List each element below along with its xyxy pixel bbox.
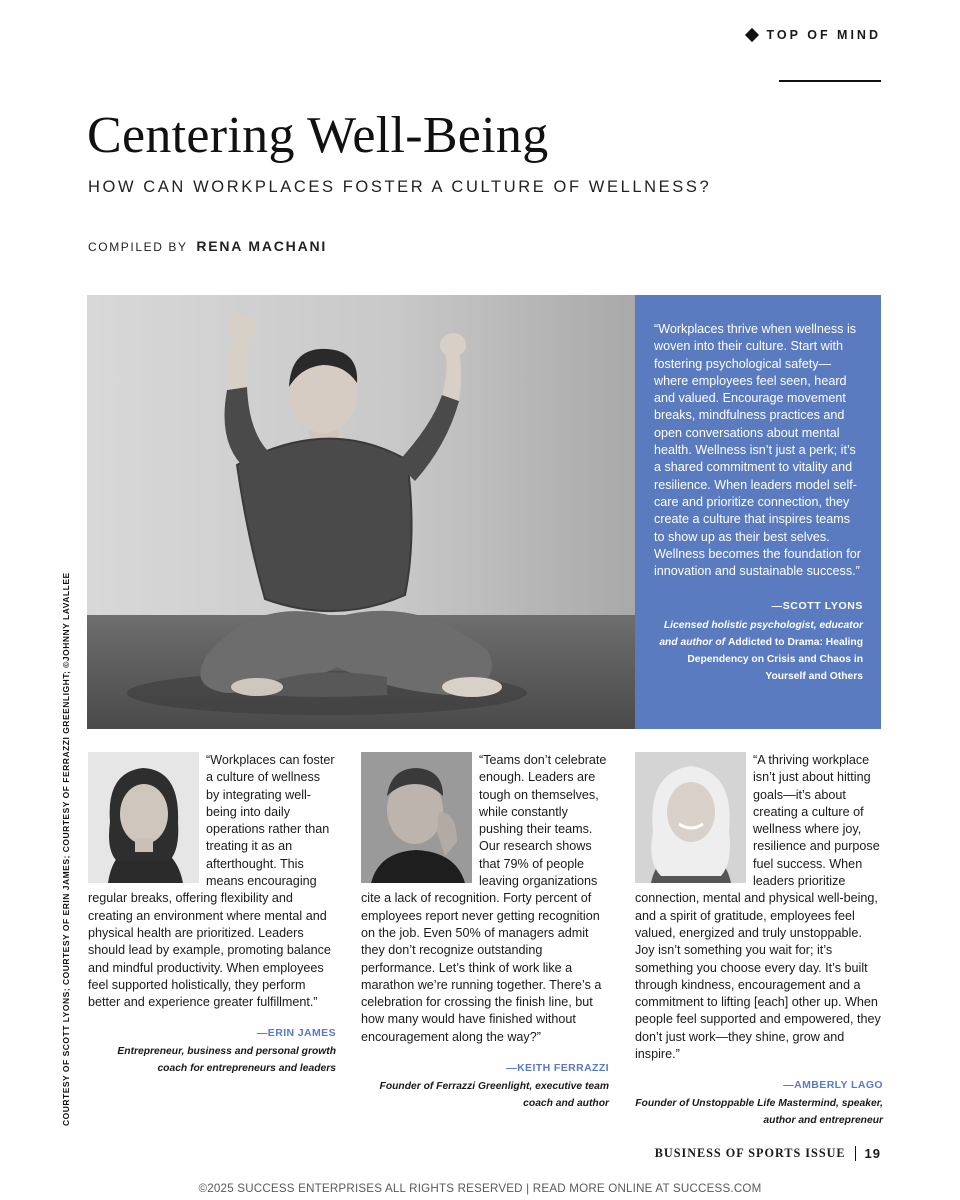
article-title: Centering Well-Being <box>87 107 549 164</box>
portrait-amberly-lago <box>635 752 746 883</box>
hero-quote-box <box>635 295 881 729</box>
attribution-name-erin-james: —ERIN JAMES <box>256 1027 336 1040</box>
diamond-icon <box>744 28 758 42</box>
quote-column-erin-james <box>88 752 336 1077</box>
byline-prefix: COMPILED BY <box>88 240 188 254</box>
hero-photo <box>87 295 635 729</box>
footer-divider <box>855 1146 856 1161</box>
quote-text-amberly-lago: “A thriving workplace isn’t just about hitting goals—it’s about creating a culture of wellness where joy, resilience and purpose fuel success. When leaders prioritize connection, mental and physical well-being, and a spirit of gratitude, employees feel valued, energized and truly unstoppable. Joy isn’t something you wait for; it’s something you choose every day. It’s built through kindness, encouragement and a commitment to lifting [each] other up. When people feel supported and empowered, they don’t just work—they shine, grow and inspire.” <box>635 753 881 1062</box>
quote-text-keith-ferrazzi: “Teams don’t celebrate enough. Leaders are tough on themselves, while constantly pushing their teams. Our research shows that 79% of people leaving organizations cite a lack of recognition. Forty percent of employees report never getting recognition on the job. Even 50% of managers admit they don’t recognize outstanding performance. Let’s think of work like a marathon we’re running together. There’s a celebration for crossing the finish line, but how many would have finished without encouragement along the way?” <box>361 753 607 1044</box>
attribution-name-keith-ferrazzi: —KEITH FERRAZZI <box>506 1062 609 1075</box>
attribution-desc-erin-james: Entrepreneur, business and personal growth coach for entrepreneurs and leaders <box>117 1046 336 1075</box>
issue-name: BUSINESS OF SPORTS ISSUE <box>654 1146 846 1160</box>
attribution-desc-keith-ferrazzi: Founder of Ferrazzi Greenlight, executive team coach and author <box>379 1081 609 1110</box>
header-rule <box>779 80 881 82</box>
quote-column-keith-ferrazzi <box>361 752 609 1112</box>
copyright-notice: ©2025 SUCCESS ENTERPRISES ALL RIGHTS RESERVED | READ MORE ONLINE AT SUCCESS.COM <box>198 1182 762 1195</box>
hero-attribution-role: Licensed holistic psychologist, educator and author of <box>659 620 863 649</box>
attribution-desc-amberly-lago: Founder of Unstoppable Life Mastermind, speaker, author and entrepreneur <box>635 1098 883 1127</box>
hero-quote-text: “Workplaces thrive when wellness is woven into their culture. Start with fostering psychological safety—where employees feel seen, heard and valued. Encourage movement breaks, mindfulness practices and open conversations about mental health. Wellness isn’t just a perk; it’s a shared commitment to vitality and resilience. When leaders model self-care and prioritize connection, they create a culture that inspires teams to show up as their best selves. Wellness becomes the foundation for innovation and sustainable success.” <box>654 322 861 579</box>
byline-name: RENA MACHANI <box>196 238 328 254</box>
hero-book-title: Addicted to Drama: Healing Dependency on Crisis and Chaos in Yourself and Others <box>687 637 863 683</box>
page-footer <box>655 1146 881 1161</box>
portrait-keith-ferrazzi <box>361 752 472 883</box>
page-number: 19 <box>864 1146 881 1161</box>
section-label-text: TOP OF MIND <box>766 28 881 42</box>
hero-attribution-name: —SCOTT LYONS <box>771 600 863 613</box>
quote-text-erin-james: “Workplaces can foster a culture of wellness by integrating well-being into daily operations rather than treating it as an afterthought. This means encouraging regular breaks, offering flexibility and creating an environment where mental and physical health are prioritized. Leaders should lead by example, promoting balance and mindful productivity. When employees feel supported holistically, they perform better and experience greater fulfillment.” <box>88 753 335 1010</box>
attribution-name-amberly-lago: —AMBERLY LAGO <box>783 1079 883 1092</box>
portrait-erin-james <box>88 752 199 883</box>
byline <box>88 238 327 254</box>
photo-credit: COURTESY OF SCOTT LYONS; COURTESY OF ERIN JAMES; COURTESY OF FERRAZZI GREENLIGHT; ©JOHNNY LAVALLEE <box>61 572 71 1126</box>
section-label <box>747 28 882 42</box>
article-subtitle: HOW CAN WORKPLACES FOSTER A CULTURE OF WELLNESS? <box>88 178 712 196</box>
hero-attribution-desc <box>654 617 863 685</box>
quote-column-amberly-lago <box>635 752 883 1129</box>
